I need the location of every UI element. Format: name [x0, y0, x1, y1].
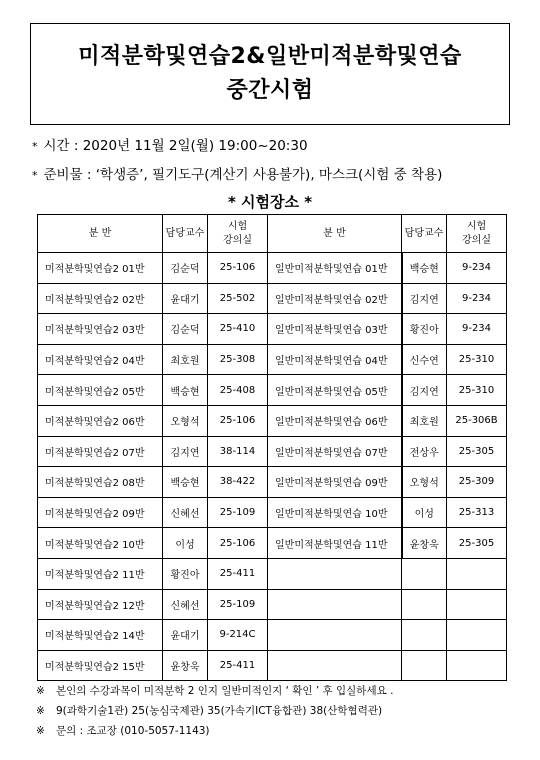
- professor-cell: 최호원: [402, 405, 447, 436]
- empty-cell: [268, 589, 402, 620]
- table-header-row: [38, 215, 507, 253]
- exam-room-table: [37, 214, 507, 681]
- table-row: [38, 589, 507, 620]
- professor-cell: 윤창욱: [163, 650, 208, 681]
- note-check-course: ※ 본인의 수강과목이 미적분학 2 인지 일반미적인지 ‘ 확인 ’ 후 입실하세요 .: [36, 685, 394, 697]
- bullet-icon: *: [32, 169, 38, 182]
- room-cell: 25-308: [208, 344, 268, 375]
- room-cell: 38-114: [208, 436, 268, 467]
- class-cell: 미적분학및연습2 01반: [38, 253, 163, 284]
- table-row: [38, 283, 507, 314]
- table-row: [38, 528, 507, 559]
- class-cell: 일반미적분학및연습 09반: [268, 467, 402, 498]
- professor-cell: 윤대기: [163, 620, 208, 651]
- professor-cell: 김순덕: [163, 253, 208, 284]
- class-cell: 미적분학및연습2 02반: [38, 283, 163, 314]
- professor-cell: 신혜선: [163, 589, 208, 620]
- header-class: 분 반: [268, 215, 402, 253]
- class-cell: 미적분학및연습2 08반: [38, 467, 163, 498]
- empty-cell: [402, 620, 447, 651]
- title-box: [30, 23, 510, 125]
- class-cell: 미적분학및연습2 05반: [38, 375, 163, 406]
- class-cell: 일반미적분학및연습 01반: [268, 253, 402, 284]
- empty-cell: [447, 620, 507, 651]
- room-cell: 25-306B: [447, 405, 507, 436]
- class-cell: 일반미적분학및연습 02반: [268, 283, 402, 314]
- table-row: [38, 405, 507, 436]
- room-cell: 9-234: [447, 283, 507, 314]
- class-cell: 미적분학및연습2 04반: [38, 344, 163, 375]
- note-contact: ※ 문의 : 조교장 (010-5057-1143): [36, 725, 210, 737]
- table-row: [38, 375, 507, 406]
- page-subtitle: 중간시험: [226, 78, 314, 103]
- class-cell: 일반미적분학및연습 06반: [268, 405, 402, 436]
- class-cell: 미적분학및연습2 10반: [38, 528, 163, 559]
- room-cell: 25-309: [447, 467, 507, 498]
- professor-cell: 김지연: [402, 375, 447, 406]
- professor-cell: 백승현: [163, 375, 208, 406]
- header-class: 분 반: [38, 215, 163, 253]
- room-cell: 25-502: [208, 283, 268, 314]
- table-row: [38, 467, 507, 498]
- exam-items-text: 준비물 : ‘학생증’, 필기도구(계산기 사용불가), 마스크(시험 중 착용): [43, 167, 443, 183]
- professor-cell: 김지연: [163, 436, 208, 467]
- bullet-icon: *: [32, 140, 38, 153]
- room-cell: 25-310: [447, 344, 507, 375]
- professor-cell: 윤대기: [163, 283, 208, 314]
- empty-cell: [402, 589, 447, 620]
- class-cell: 미적분학및연습2 09반: [38, 497, 163, 528]
- class-cell: 미적분학및연습2 06반: [38, 405, 163, 436]
- room-cell: 25-109: [208, 589, 268, 620]
- class-cell: 일반미적분학및연습 04반: [268, 344, 402, 375]
- empty-cell: [268, 620, 402, 651]
- empty-cell: [402, 650, 447, 681]
- room-cell: 25-310: [447, 375, 507, 406]
- class-cell: 일반미적분학및연습 11반: [268, 528, 402, 559]
- room-cell: 25-408: [208, 375, 268, 406]
- empty-cell: [402, 558, 447, 589]
- note-building-codes: ※ 9(과학기술1관) 25(농심국제관) 35(가속기ICT융합관) 38(산학협력관): [36, 705, 383, 717]
- exam-time-line: [32, 134, 308, 154]
- professor-cell: 최호원: [163, 344, 208, 375]
- professor-cell: 백승현: [163, 467, 208, 498]
- room-cell: 9-214C: [208, 620, 268, 651]
- table-row: [38, 344, 507, 375]
- class-cell: 미적분학및연습2 03반: [38, 314, 163, 345]
- professor-cell: 이성: [402, 497, 447, 528]
- header-professor: 담당교수: [402, 215, 447, 253]
- professor-cell: 전상우: [402, 436, 447, 467]
- room-cell: 25-411: [208, 558, 268, 589]
- room-cell: 25-410: [208, 314, 268, 345]
- professor-cell: 황진아: [163, 558, 208, 589]
- room-cell: 9-234: [447, 253, 507, 284]
- table-row: [38, 650, 507, 681]
- professor-cell: 윤창욱: [402, 528, 447, 559]
- table-row: [38, 436, 507, 467]
- section-title: * 시험장소 *: [227, 193, 313, 211]
- professor-cell: 오형석: [402, 467, 447, 498]
- room-cell: 25-305: [447, 436, 507, 467]
- notes: [36, 681, 393, 741]
- room-cell: 25-305: [447, 528, 507, 559]
- class-cell: 미적분학및연습2 07반: [38, 436, 163, 467]
- room-cell: 38-422: [208, 467, 268, 498]
- class-cell: 미적분학및연습2 15반: [38, 650, 163, 681]
- class-cell: 미적분학및연습2 11반: [38, 558, 163, 589]
- room-cell: 25-411: [208, 650, 268, 681]
- room-cell: 25-106: [208, 528, 268, 559]
- exam-items-line: [32, 163, 442, 183]
- page-title: 미적분학및연습2&일반미적분학및연습: [78, 44, 462, 69]
- room-cell: 25-313: [447, 497, 507, 528]
- table-row: [38, 497, 507, 528]
- header-room: 시험 강의실: [447, 215, 507, 253]
- class-cell: 미적분학및연습2 12반: [38, 589, 163, 620]
- class-cell: 일반미적분학및연습 10반: [268, 497, 402, 528]
- professor-cell: 백승현: [402, 253, 447, 284]
- professor-cell: 신수연: [402, 344, 447, 375]
- room-cell: 25-106: [208, 405, 268, 436]
- professor-cell: 황진아: [402, 314, 447, 345]
- professor-cell: 이성: [163, 528, 208, 559]
- empty-cell: [268, 650, 402, 681]
- class-cell: 미적분학및연습2 14반: [38, 620, 163, 651]
- professor-cell: 오형석: [163, 405, 208, 436]
- room-cell: 9-234: [447, 314, 507, 345]
- table-row: [38, 253, 507, 284]
- class-cell: 일반미적분학및연습 05반: [268, 375, 402, 406]
- room-cell: 25-109: [208, 497, 268, 528]
- table-row: [38, 558, 507, 589]
- empty-cell: [447, 650, 507, 681]
- header-professor: 담당교수: [163, 215, 208, 253]
- header-room: 시험 강의실: [208, 215, 268, 253]
- empty-cell: [447, 589, 507, 620]
- empty-cell: [447, 558, 507, 589]
- room-cell: 25-106: [208, 253, 268, 284]
- exam-time-text: 시간 : 2020년 11월 2일(월) 19:00~20:30: [43, 138, 308, 154]
- table-row: [38, 314, 507, 345]
- class-cell: 일반미적분학및연습 03반: [268, 314, 402, 345]
- professor-cell: 김지연: [402, 283, 447, 314]
- class-cell: 일반미적분학및연습 07반: [268, 436, 402, 467]
- professor-cell: 김순덕: [163, 314, 208, 345]
- professor-cell: 신혜선: [163, 497, 208, 528]
- table-row: [38, 620, 507, 651]
- empty-cell: [268, 558, 402, 589]
